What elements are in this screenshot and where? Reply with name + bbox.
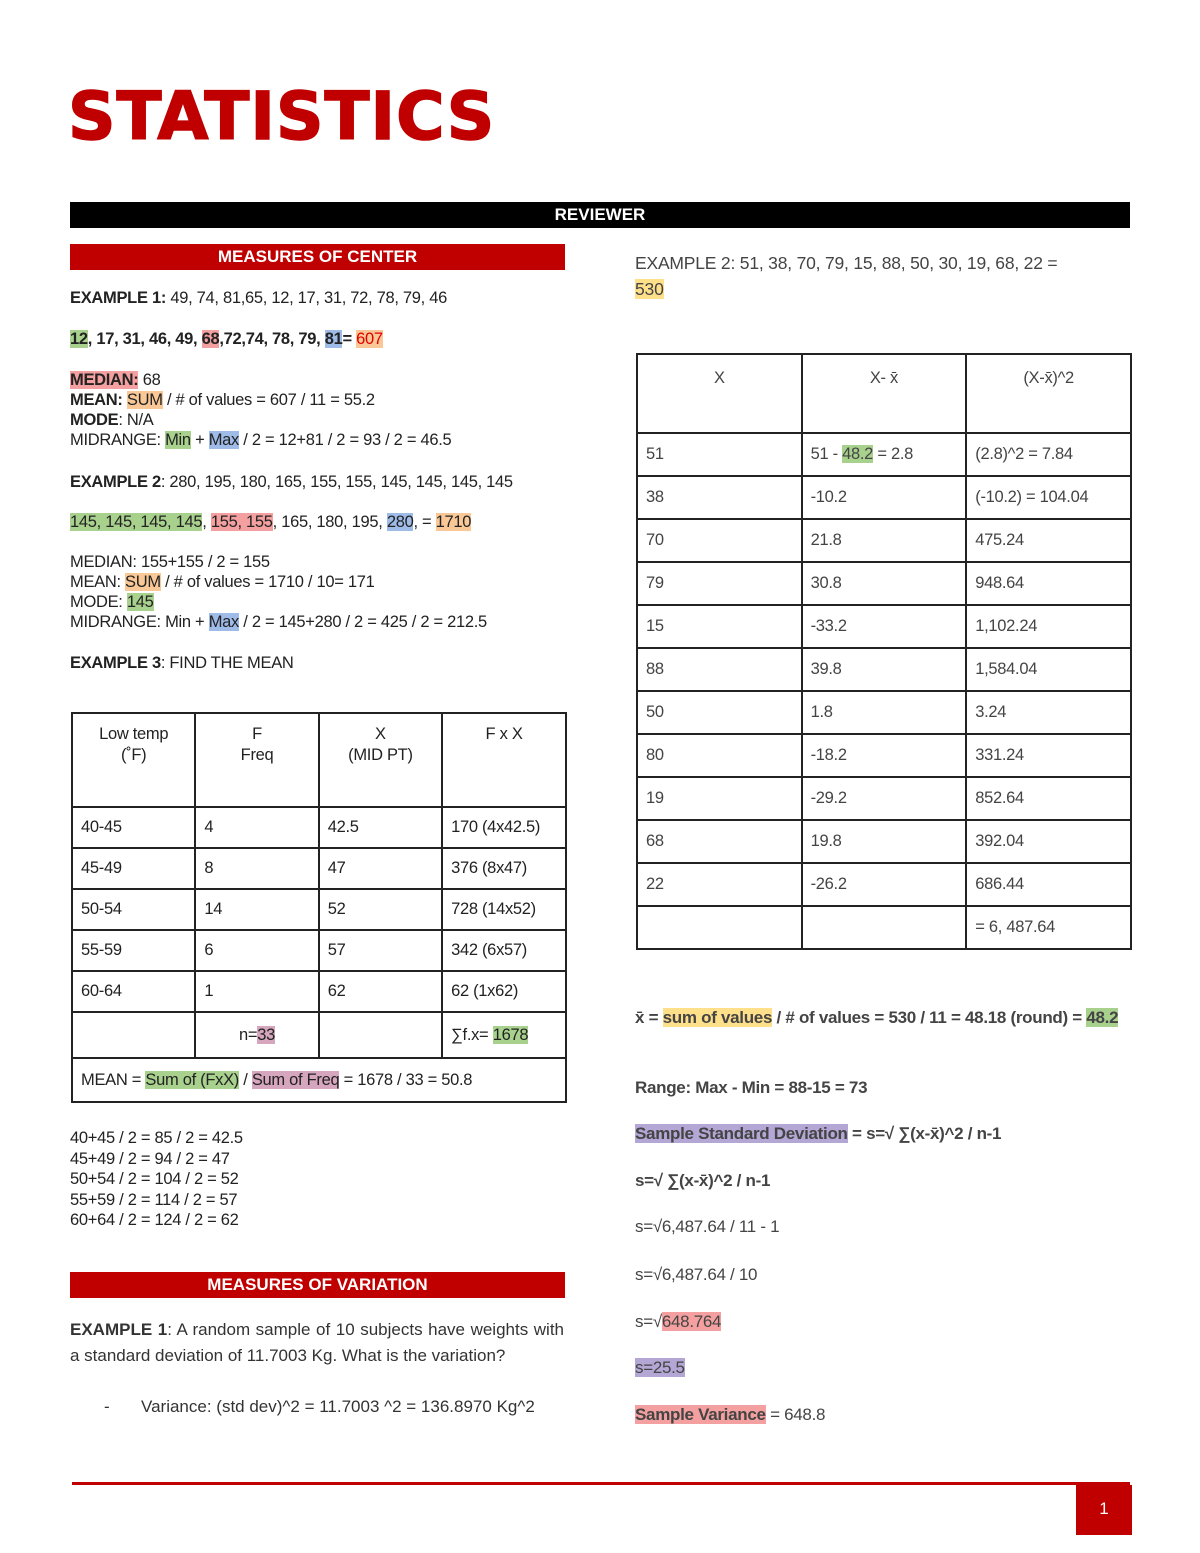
- right-ex2: [635, 250, 1131, 302]
- table-cell: (2.8)^2 = 7.84: [966, 433, 1131, 476]
- table-header-row: [637, 354, 1131, 433]
- table-cell: 42.5: [319, 807, 442, 848]
- ex2-sorted: [70, 512, 471, 533]
- ex1-sorted-eq: =: [342, 330, 357, 348]
- s-step-3: [635, 1312, 721, 1332]
- dev-part: = 2.8: [873, 445, 913, 463]
- table-cell: 342 (6x57): [442, 930, 566, 971]
- header-line: (MID PT): [348, 746, 413, 764]
- range-line: Range: Max - Min = 88-15 = 73: [635, 1078, 868, 1097]
- ex2-eq: , =: [413, 513, 436, 531]
- table-row: [72, 807, 566, 848]
- ex1-sorted-part: ,72,74, 78, 79,: [219, 330, 325, 348]
- mean-part: MEAN =: [81, 1070, 146, 1089]
- table-mean-row: [72, 1058, 566, 1102]
- table-cell: 475.24: [966, 519, 1131, 562]
- variation-example-1: [70, 1317, 564, 1368]
- table-cell: 62: [319, 971, 442, 1012]
- variance-value: 648.764: [661, 1312, 722, 1331]
- ex1-line: [70, 288, 447, 309]
- table-row: [637, 820, 1131, 863]
- table-cell: -18.2: [802, 734, 967, 777]
- table-cell: [319, 1012, 442, 1058]
- table-cell: 50-54: [72, 889, 195, 930]
- table-cell: 50: [637, 691, 802, 734]
- ex2-mid-values: , 165, 180, 195,: [272, 513, 387, 531]
- ex1-median-val: 68: [201, 330, 220, 348]
- table-cell: (-10.2) = 104.04: [966, 476, 1131, 519]
- table-cell: [72, 1012, 195, 1058]
- header-line: F: [252, 725, 262, 743]
- mean-part: = 1678 / 33 = 50.8: [339, 1070, 473, 1089]
- table-cell: 68: [637, 820, 802, 863]
- page-number: 1: [1076, 1485, 1132, 1535]
- bullet-dash: -: [104, 1397, 110, 1416]
- right-ex2-text: EXAMPLE 2: 51, 38, 70, 79, 15, 88, 50, 30, 19, 68, 22 =: [635, 253, 1058, 273]
- table-cell: 686.44: [966, 863, 1131, 906]
- table-cell: 8: [195, 848, 318, 889]
- table-cell: -29.2: [802, 777, 967, 820]
- mean-sum-fx: Sum of (FxX): [145, 1070, 239, 1089]
- table-totals-row: [72, 1012, 566, 1058]
- table-cell: [72, 1058, 566, 1102]
- table-row: [637, 605, 1131, 648]
- midrange-max: Max: [208, 431, 239, 449]
- ssd-formula: = s=√ ∑(x-x̄)^2 / n-1: [847, 1124, 1002, 1143]
- ssd-line: [635, 1124, 1001, 1144]
- table-total-row: [637, 906, 1131, 949]
- ex2-midrange: [70, 612, 487, 633]
- s-step-3-prefix: s=√: [635, 1312, 662, 1331]
- s-result: [635, 1358, 685, 1378]
- xbar-part: x̄ =: [635, 1008, 663, 1027]
- deviation-table: [636, 353, 1132, 950]
- median-value: 68: [138, 371, 161, 389]
- table-header-cell: [195, 713, 318, 807]
- sum-fx-label: ∑f.x=: [451, 1025, 493, 1044]
- table-row: [637, 863, 1131, 906]
- mean-formula: [635, 1006, 1131, 1030]
- table-cell: 79: [637, 562, 802, 605]
- table-cell: 60-64: [72, 971, 195, 1012]
- ex3-label: EXAMPLE 3: [70, 654, 161, 672]
- table-row: [637, 519, 1131, 562]
- midpoint-line: 40+45 / 2 = 85 / 2 = 42.5: [70, 1129, 243, 1147]
- midrange-label: MIDRANGE: Min +: [70, 613, 209, 631]
- table-row: [637, 476, 1131, 519]
- table-row: [637, 691, 1131, 734]
- table-cell: [802, 906, 967, 949]
- midpoint-calcs: [70, 1128, 243, 1231]
- mean-label: MEAN:: [70, 391, 123, 409]
- sum-fx-value: 1678: [492, 1025, 529, 1044]
- table-cell: [442, 1012, 566, 1058]
- midrange-label: MIDRANGE:: [70, 431, 166, 449]
- table-cell: 1,584.04: [966, 648, 1131, 691]
- n-value: 33: [257, 1025, 276, 1044]
- table-cell: 30.8: [802, 562, 967, 605]
- table-cell: 39.8: [802, 648, 967, 691]
- mean-part: /: [238, 1070, 252, 1089]
- mean-rest: / # of values = 1710 / 10= 171: [160, 573, 375, 591]
- table-cell: 62 (1x62): [442, 971, 566, 1012]
- table-cell: -26.2: [802, 863, 967, 906]
- table-row: [72, 889, 566, 930]
- ex1-values: 49, 74, 81,65, 12, 17, 31, 72, 78, 79, 46: [166, 289, 447, 307]
- table-header-cell: X: [637, 354, 802, 433]
- table-cell: [195, 1012, 318, 1058]
- table-row: [72, 848, 566, 889]
- table-cell: 47: [319, 848, 442, 889]
- right-ex2-sum: 530: [635, 279, 664, 299]
- mode-label: MODE: [70, 411, 119, 429]
- header-line: (˚F): [120, 746, 147, 764]
- midpoint-line: 55+59 / 2 = 114 / 2 = 57: [70, 1190, 238, 1209]
- ex2-sep: ,: [202, 513, 211, 531]
- mean-sum: SUM: [126, 391, 163, 409]
- table-cell: 6: [195, 930, 318, 971]
- ex1-sorted-part: , 17, 31, 46, 49,: [87, 330, 202, 348]
- dev-mean: 48.2: [842, 445, 874, 463]
- table-cell: 51: [637, 433, 802, 476]
- table-cell: 4: [195, 807, 318, 848]
- ex1-label: EXAMPLE 1:: [70, 289, 167, 307]
- table-row: [637, 648, 1131, 691]
- frequency-table: [71, 712, 567, 1103]
- ssd-label: Sample Standard Deviation: [635, 1124, 848, 1143]
- table-cell: 21.8: [802, 519, 967, 562]
- table-cell: 728 (14x52): [442, 889, 566, 930]
- ex1-sorted: [70, 329, 383, 350]
- table-cell: -10.2: [802, 476, 967, 519]
- median-label: MEDIAN:: [70, 371, 139, 389]
- ex2-line: [70, 472, 513, 493]
- midrange-rest: / 2 = 145+280 / 2 = 425 / 2 = 212.5: [238, 613, 487, 631]
- table-cell: 80: [637, 734, 802, 777]
- table-cell: 40-45: [72, 807, 195, 848]
- xbar-sum: sum of values: [662, 1008, 773, 1027]
- footer-divider: [72, 1482, 1130, 1485]
- table-cell: 14: [195, 889, 318, 930]
- table-cell: 376 (8x47): [442, 848, 566, 889]
- s-result-value: s=25.5: [635, 1358, 685, 1377]
- mean-label: MEAN:: [70, 573, 126, 591]
- variance-line: Variance: (std dev)^2 = 11.7003 ^2 = 136.8970 Kg^2: [141, 1397, 535, 1416]
- table-cell: 170 (4x42.5): [442, 807, 566, 848]
- mode-value: 145: [126, 593, 154, 611]
- sample-variance-line: [635, 1405, 825, 1425]
- table-row: [637, 777, 1131, 820]
- s-formula: s=√ ∑(x-x̄)^2 / n-1: [635, 1171, 771, 1190]
- table-row: [72, 971, 566, 1012]
- ex2-sum: 1710: [435, 513, 472, 531]
- xbar-part: / # of values = 530 / 11 = 48.18 (round) =: [772, 1008, 1082, 1027]
- mode-rest: : N/A: [118, 411, 154, 429]
- table-header-cell: [72, 713, 195, 807]
- ex1-mean: [70, 390, 375, 411]
- header-line: Low temp: [99, 725, 169, 743]
- table-header-cell: X- x̄: [802, 354, 967, 433]
- header-line: F x X: [485, 725, 523, 743]
- midpoint-line: 60+64 / 2 = 124 / 2 = 62: [70, 1211, 239, 1229]
- table-cell: [637, 906, 802, 949]
- mean-rest: / # of values = 607 / 11 = 55.2: [162, 391, 375, 409]
- table-cell: 88: [637, 648, 802, 691]
- table-cell: 22: [637, 863, 802, 906]
- midrange-min: Min: [165, 431, 191, 449]
- table-cell: 331.24: [966, 734, 1131, 777]
- midrange-rest: / 2 = 12+81 / 2 = 93 / 2 = 46.5: [238, 431, 452, 449]
- table-cell: 15: [637, 605, 802, 648]
- xbar-result: 48.2: [1086, 1008, 1119, 1027]
- table-cell: 19.8: [802, 820, 967, 863]
- table-cell: 57: [319, 930, 442, 971]
- sample-variance-value: = 648.8: [765, 1405, 826, 1424]
- midrange-max: Max: [208, 613, 239, 631]
- ex1-min: 12: [70, 330, 88, 348]
- ex3-line: [70, 653, 294, 674]
- table-cell: 3.24: [966, 691, 1131, 734]
- variation-ex1-label: EXAMPLE 1: [70, 1320, 168, 1339]
- ex2-mode: [70, 592, 154, 613]
- table-cell: 1,102.24: [966, 605, 1131, 648]
- table-cell: 38: [637, 476, 802, 519]
- table-row: [637, 562, 1131, 605]
- table-cell: 45-49: [72, 848, 195, 889]
- ex2-median: MEDIAN: 155+155 / 2 = 155: [70, 553, 270, 571]
- table-cell: 19: [637, 777, 802, 820]
- ex1-mode: [70, 410, 154, 431]
- ex1-max: 81: [324, 330, 343, 348]
- table-cell: 948.64: [966, 562, 1131, 605]
- ex2-mean: [70, 572, 374, 593]
- table-row: [637, 734, 1131, 777]
- table-cell: -33.2: [802, 605, 967, 648]
- table-total-cell: = 6, 487.64: [966, 906, 1131, 949]
- s-step-1: s=√6,487.64 / 11 - 1: [635, 1217, 780, 1236]
- ex1-midrange: [70, 430, 451, 451]
- table-header-cell: [442, 713, 566, 807]
- midrange-plus: +: [190, 431, 209, 449]
- header-line: X: [375, 725, 386, 743]
- table-cell: [802, 433, 967, 476]
- ex2-max: 280: [386, 513, 414, 531]
- table-header-row: [72, 713, 566, 807]
- ex1-sum: 607: [356, 330, 383, 348]
- table-row: [637, 433, 1131, 476]
- midpoint-line: 50+54 / 2 = 104 / 2 = 52: [70, 1170, 239, 1188]
- mean-sum-freq: Sum of Freq: [251, 1070, 340, 1089]
- s-step-2: s=√6,487.64 / 10: [635, 1265, 758, 1284]
- n-label: n=: [239, 1025, 258, 1044]
- section-measures-of-center: MEASURES OF CENTER: [70, 244, 565, 270]
- ex2-values: : 280, 195, 180, 165, 155, 155, 145, 145, 145, 145: [160, 473, 513, 491]
- table-cell: 1.8: [802, 691, 967, 734]
- table-cell: 392.04: [966, 820, 1131, 863]
- ex2-low-values: 145, 145, 145, 145: [70, 513, 203, 531]
- header-line: Freq: [240, 746, 274, 764]
- table-cell: 1: [195, 971, 318, 1012]
- page-title: STATISTICS: [68, 78, 496, 155]
- table-cell: 852.64: [966, 777, 1131, 820]
- section-measures-of-variation: MEASURES OF VARIATION: [70, 1272, 565, 1298]
- variation-ex1-text: : A random sample of 10 subjects have weights with a standard deviation of 11.7003 Kg. What is the variation?: [70, 1320, 564, 1365]
- ex3-rest: : FIND THE MEAN: [160, 654, 294, 672]
- dev-part: 51 -: [810, 445, 843, 463]
- table-header-cell: (X-x̄)^2: [966, 354, 1131, 433]
- table-cell: 55-59: [72, 930, 195, 971]
- ex1-median: [70, 370, 161, 391]
- ex2-median-values: 155, 155: [210, 513, 273, 531]
- sample-variance-label: Sample Variance: [635, 1405, 766, 1424]
- mean-sum: SUM: [125, 573, 161, 591]
- table-header-cell: [319, 713, 442, 807]
- ex2-label: EXAMPLE 2: [70, 473, 161, 491]
- mode-label: MODE:: [70, 593, 127, 611]
- midpoint-line: 45+49 / 2 = 94 / 2 = 47: [70, 1149, 230, 1168]
- table-row: [72, 930, 566, 971]
- table-cell: 52: [319, 889, 442, 930]
- table-cell: 70: [637, 519, 802, 562]
- reviewer-banner: REVIEWER: [70, 202, 1130, 228]
